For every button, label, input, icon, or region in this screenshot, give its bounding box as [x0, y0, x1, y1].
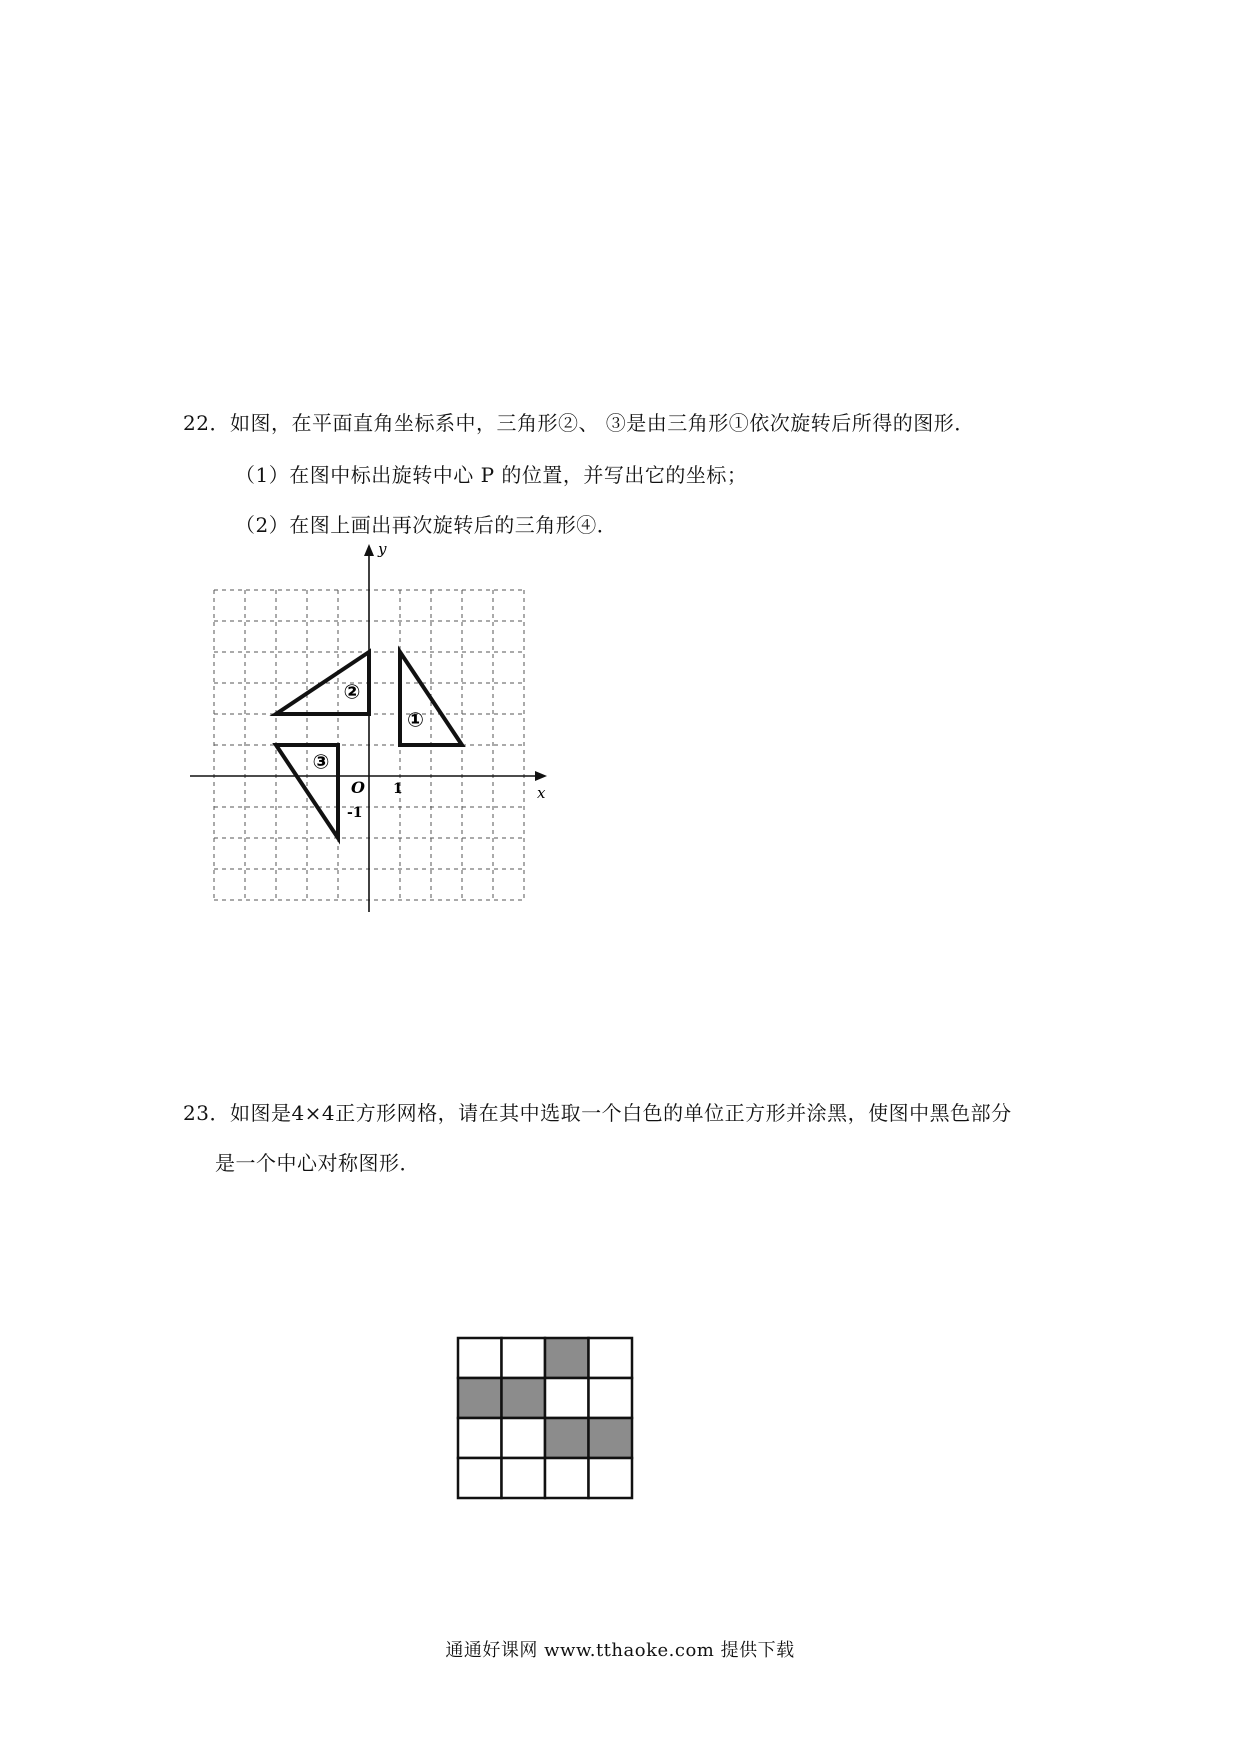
- grid-cell-white: [589, 1338, 633, 1378]
- question-23-stem-line-1: 23．如图是4×4正方形网格，请在其中选取一个白色的单位正方形并涂黑，使图中黑色部分: [183, 1101, 1012, 1125]
- square-grid-svg: [455, 1335, 645, 1505]
- question-22-stem: 22．如图，在平面直角坐标系中，三角形②、 ③是由三角形①依次旋转后所得的图形．: [183, 411, 975, 435]
- coordinate-svg: [195, 540, 555, 920]
- question-22-part-1: （1）在图中标出旋转中心 P 的位置，并写出它的坐标；: [235, 463, 748, 487]
- grid-cell-white: [502, 1338, 546, 1378]
- triangle-2-label: ②: [343, 679, 361, 704]
- y-tick-neg1-label: -1: [347, 805, 363, 821]
- y-axis-label: y: [378, 540, 387, 558]
- grid-cell-white: [502, 1418, 546, 1458]
- grid-cell-white: [502, 1458, 546, 1498]
- grid-cell-shaded: [589, 1418, 633, 1458]
- square-grid-figure: [455, 1335, 645, 1505]
- grid-cell-white: [458, 1418, 502, 1458]
- grid-cell-white: [545, 1378, 589, 1418]
- x-axis-label: x: [537, 784, 546, 802]
- question-23-stem-line-2: 是一个中心对称图形．: [215, 1151, 420, 1175]
- grid-cell-shaded: [502, 1378, 546, 1418]
- grid-cell-shaded: [545, 1338, 589, 1378]
- y-axis-arrow: [364, 544, 374, 556]
- origin-label: O: [351, 778, 365, 797]
- grid-cell-white: [589, 1458, 633, 1498]
- grid-cell-white: [545, 1458, 589, 1498]
- question-22-part-2: （2）在图上画出再次旋转后的三角形④．: [235, 513, 618, 537]
- coordinate-figure: [195, 540, 555, 920]
- triangle-1-label: ①: [407, 707, 424, 732]
- x-tick-1-label: 1: [393, 781, 403, 797]
- grid-cell-white: [458, 1338, 502, 1378]
- x-axis-arrow: [535, 771, 547, 781]
- footer-source: 通通好课网 www.tthaoke.com 提供下载: [445, 1640, 795, 1661]
- grid-cell-white: [589, 1378, 633, 1418]
- grid-cell-shaded: [458, 1378, 502, 1418]
- grid-cell-shaded: [545, 1418, 589, 1458]
- grid-cell-white: [458, 1458, 502, 1498]
- triangle-3-label: ③: [312, 749, 330, 774]
